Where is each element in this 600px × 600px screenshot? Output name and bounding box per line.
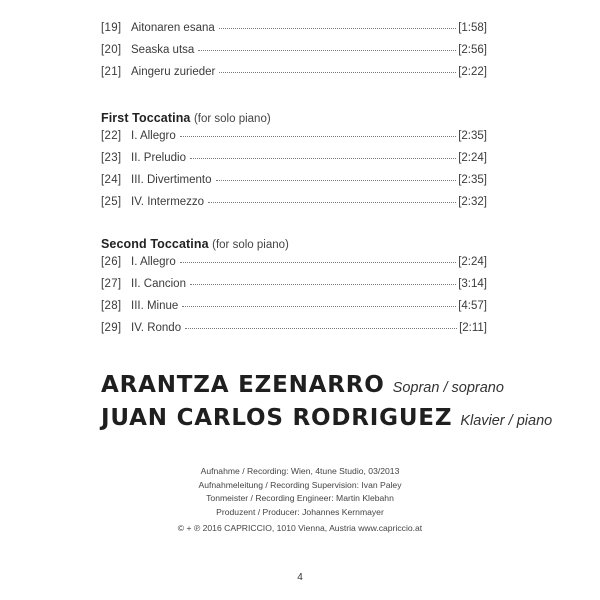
track-title: I. Allegro: [131, 130, 176, 142]
track-number: [23]: [101, 152, 122, 164]
track-title: Seaska utsa: [131, 44, 195, 56]
track-duration: [3:14]: [458, 278, 487, 290]
credit-line: Produzent / Producer: Johannes Kernmayer: [216, 506, 384, 517]
track-number: [19]: [101, 22, 122, 34]
track-number: [20]: [101, 44, 122, 56]
credit-line: Aufnahme / Recording: Wien, 4tune Studio, 03/2013: [200, 466, 400, 476]
track-row: [101, 152, 487, 174]
track-duration: [2:11]: [459, 322, 487, 334]
dot-leader: [190, 284, 456, 285]
track-number: [24]: [101, 174, 122, 186]
section-heading-second-toccatina: [101, 237, 289, 251]
dot-leader: [182, 306, 456, 307]
artist-line-soprano: [101, 372, 504, 398]
track-number: [28]: [101, 300, 122, 312]
section-heading-first-toccatina: [101, 111, 271, 125]
track-row: [101, 174, 487, 196]
artist-role: Klavier / piano: [460, 413, 553, 429]
track-duration: [2:24]: [458, 152, 487, 164]
track-row: [101, 22, 487, 44]
dot-leader: [208, 202, 456, 203]
track-title: II. Preludio: [131, 152, 186, 164]
section-subtitle: (for solo piano): [212, 239, 289, 251]
credit-line: Tonmeister / Recording Engineer: Martin Klebahn: [206, 493, 394, 503]
page-number: 4: [297, 572, 303, 583]
track-row: [101, 256, 487, 278]
tracklist-first-toccatina: [101, 130, 487, 218]
recording-credits: [0, 465, 600, 519]
track-number: [22]: [101, 130, 122, 142]
track-title: IV. Intermezzo: [131, 196, 205, 208]
track-number: [27]: [101, 278, 122, 290]
credit-line: Aufnahmeleitung / Recording Supervision: Ivan Paley: [198, 479, 402, 490]
track-duration: [2:24]: [458, 256, 487, 268]
track-duration: [2:22]: [458, 66, 487, 78]
track-duration: [2:35]: [458, 130, 487, 142]
track-row: [101, 322, 487, 344]
dot-leader: [185, 328, 457, 329]
section-subtitle: (for solo piano): [193, 113, 271, 125]
copyright-notice: © + ℗ 2016 CAPRICCIO, 1010 Vienna, Austria www.capriccio.at: [177, 523, 423, 533]
track-title: II. Cancion: [131, 278, 186, 290]
section-title: Second Toccatina: [101, 237, 209, 251]
artist-role: Sopran / soprano: [392, 380, 504, 396]
tracklist-group-1: [101, 22, 487, 88]
track-row: [101, 278, 487, 300]
track-title: Aitonaren esana: [131, 22, 215, 34]
track-title: I. Allegro: [131, 256, 176, 268]
track-number: [29]: [101, 322, 122, 334]
track-row: [101, 300, 487, 322]
dot-leader: [216, 180, 457, 181]
dot-leader: [190, 158, 456, 159]
track-row: [101, 66, 487, 88]
track-title: III. Divertimento: [131, 174, 212, 186]
track-row: [101, 44, 487, 66]
artist-name: ARANTZA EZENARRO: [101, 372, 385, 398]
track-duration: [2:35]: [458, 174, 487, 186]
track-row: [101, 130, 487, 152]
track-title: IV. Rondo: [131, 322, 182, 334]
track-duration: [4:57]: [458, 300, 487, 312]
track-number: [26]: [101, 256, 122, 268]
artist-line-piano: [101, 405, 552, 431]
dot-leader: [219, 72, 456, 73]
track-title: III. Minue: [131, 300, 179, 312]
track-title: Aingeru zurieder: [131, 66, 216, 78]
track-number: [21]: [101, 66, 122, 78]
track-row: [101, 196, 487, 218]
tracklist-second-toccatina: [101, 256, 487, 344]
section-title: First Toccatina: [101, 111, 191, 125]
track-number: [25]: [101, 196, 122, 208]
dot-leader: [198, 50, 456, 51]
track-duration: [1:58]: [458, 22, 487, 34]
dot-leader: [219, 28, 456, 29]
artist-name: JUAN CARLOS RODRIGUEZ: [101, 405, 453, 431]
dot-leader: [180, 262, 456, 263]
track-duration: [2:32]: [458, 196, 487, 208]
dot-leader: [180, 136, 456, 137]
track-duration: [2:56]: [458, 44, 487, 56]
